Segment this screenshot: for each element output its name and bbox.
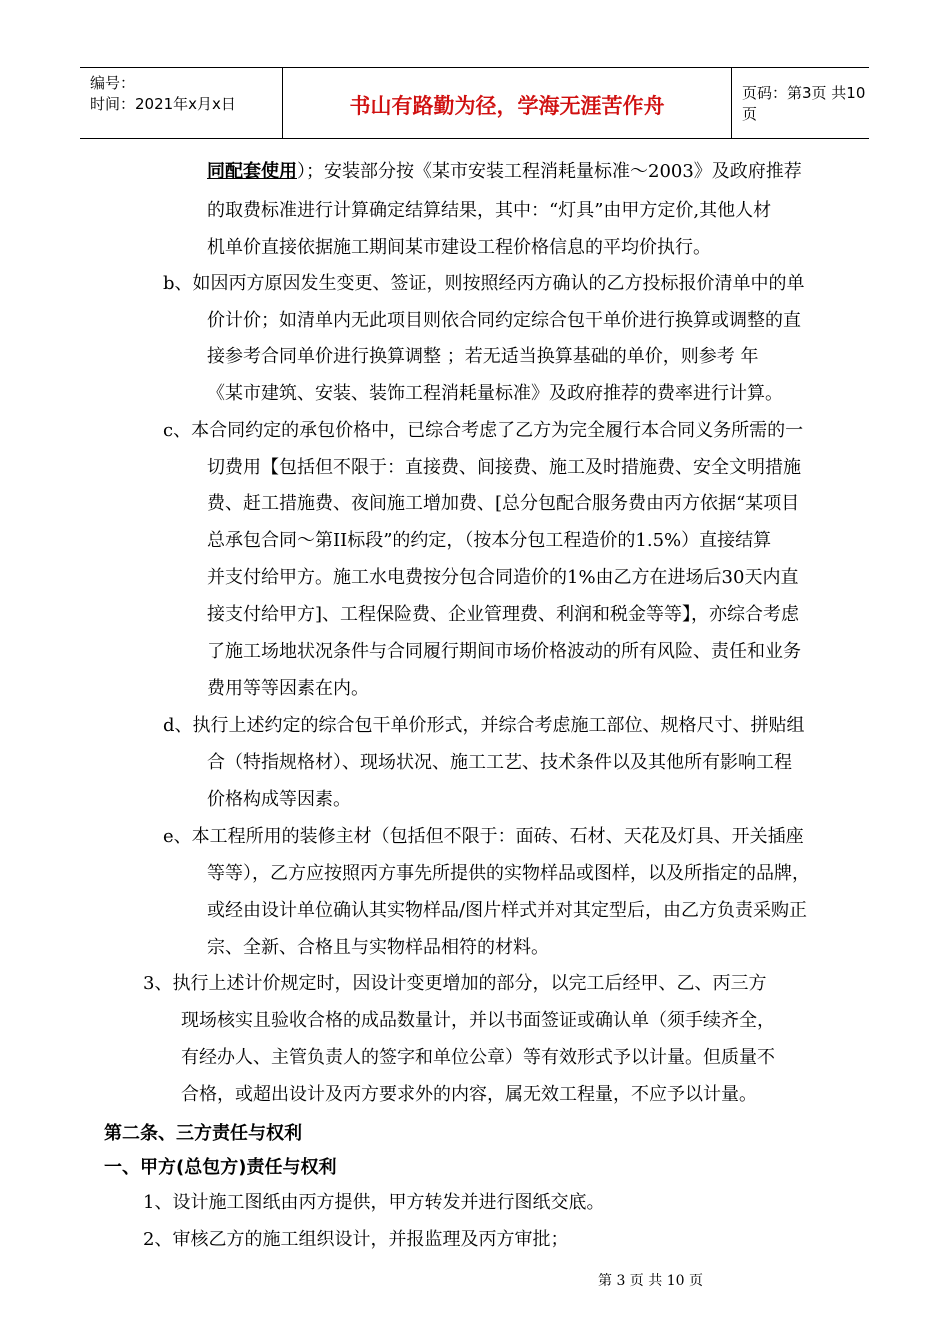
- item-b-line: 价计价；如清单内无此项目则依合同约定综合包干单价进行换算或调整的直: [207, 310, 801, 331]
- item-d-line: 价格构成等因素。: [207, 789, 351, 810]
- item-b-line: b、如因丙方原因发生变更、签证，则按照经丙方确认的乙方投标报价清单中的单: [163, 273, 805, 294]
- time-label: 时间：2021年x月x日: [90, 95, 236, 113]
- item-3-line: 现场核实且验收合格的成品数量计，并以书面签证或确认单（须手续齐全，: [181, 1010, 775, 1031]
- header-motto: 书山有路勤为径，学海无涯苦作舟: [282, 68, 732, 138]
- list-item: 1、设计施工图纸由丙方提供，甲方转发并进行图纸交底。: [143, 1192, 605, 1213]
- item-c-line: 总承包合同～第II标段”的约定，（按本分包工程造价的1.5%）直接结算: [207, 530, 772, 551]
- item-d-line: d、执行上述约定的综合包干单价形式，并综合考虑施工部位、规格尺寸、拼贴组: [163, 715, 805, 736]
- item-c-line: 了施工场地状况条件与合同履行期间市场价格波动的所有风险、责任和业务: [207, 641, 801, 662]
- item-3-line: 有经办人、主管负责人的签字和单位公章）等有效形式予以计量。但质量不: [181, 1047, 775, 1068]
- item-c-line: 接支付给甲方]、工程保险费、企业管理费、利润和税金等等】，亦综合考虑: [207, 604, 800, 625]
- section-heading: 一、甲方(总包方)责任与权利: [104, 1157, 337, 1178]
- item-e-line: e、本工程所用的装修主材（包括但不限于：面砖、石材、天花及灯具、开关插座: [163, 826, 804, 847]
- item-b-line: 接参考合同单价进行换算调整 ；若无适当换算基础的单价，则参考 年: [207, 346, 759, 367]
- item-c-line: 并支付给甲方。施工水电费按分包合同造价的1%由乙方在进场后30天内直: [207, 567, 799, 588]
- item-c-line: c、本合同约定的承包价格中，已综合考虑了乙方为完全履行本合同义务所需的一: [163, 420, 804, 441]
- underlined-text: 同配套使用: [207, 161, 297, 182]
- paragraph-line: 的取费标准进行计算确定结算结果，其中：“灯具”由甲方定价,其他人材: [207, 200, 772, 221]
- item-e-line: 或经由设计单位确认其实物样品/图片样式并对其定型后，由乙方负责采购正: [207, 900, 808, 921]
- header-meta: [80, 68, 282, 138]
- item-e-line: 宗、全新、合格且与实物样品相符的材料。: [207, 937, 549, 958]
- page-header: [80, 67, 869, 139]
- page-footer: 第 3 页 共 10 页: [598, 1273, 703, 1289]
- list-item: 2、审核乙方的施工组织设计，并报监理及丙方审批；: [143, 1229, 569, 1250]
- item-3-line: 3、执行上述计价规定时，因设计变更增加的部分，以完工后经甲、乙、丙三方: [143, 973, 767, 994]
- header-page-label: 页码：第3页 共10页: [742, 84, 866, 123]
- paragraph-line: [207, 160, 802, 184]
- code-label: 编号：: [90, 74, 136, 92]
- item-3-line: 合格，或超出设计及丙方要求外的内容，属无效工程量，不应予以计量。: [181, 1084, 757, 1105]
- item-c-line: 切费用【包括但不限于：直接费、间接费、施工及时措施费、安全文明措施: [207, 457, 801, 478]
- article-heading: 第二条、三方责任与权利: [104, 1123, 302, 1144]
- item-e-line: 等等），乙方应按照丙方事先所提供的实物样品或图样，以及所指定的品牌，: [207, 863, 810, 884]
- item-d-line: 合（特指规格材）、现场状况、施工工艺、技术条件以及其他所有影响工程: [207, 752, 792, 773]
- item-c-line: 费用等等因素在内。: [207, 678, 369, 699]
- paragraph-line: 机单价直接依据施工期间某市建设工程价格信息的平均价执行。: [207, 237, 711, 258]
- item-c-line: 费、赶工措施费、夜间施工增加费、[总分包配合服务费由丙方依据“某项目: [207, 493, 800, 514]
- item-b-line: 《某市建筑、安装、装饰工程消耗量标准》及政府推荐的费率进行计算。: [207, 383, 783, 404]
- line-text: ）；安装部分按《某市安装工程消耗量标准～2003》及政府推荐: [297, 161, 802, 182]
